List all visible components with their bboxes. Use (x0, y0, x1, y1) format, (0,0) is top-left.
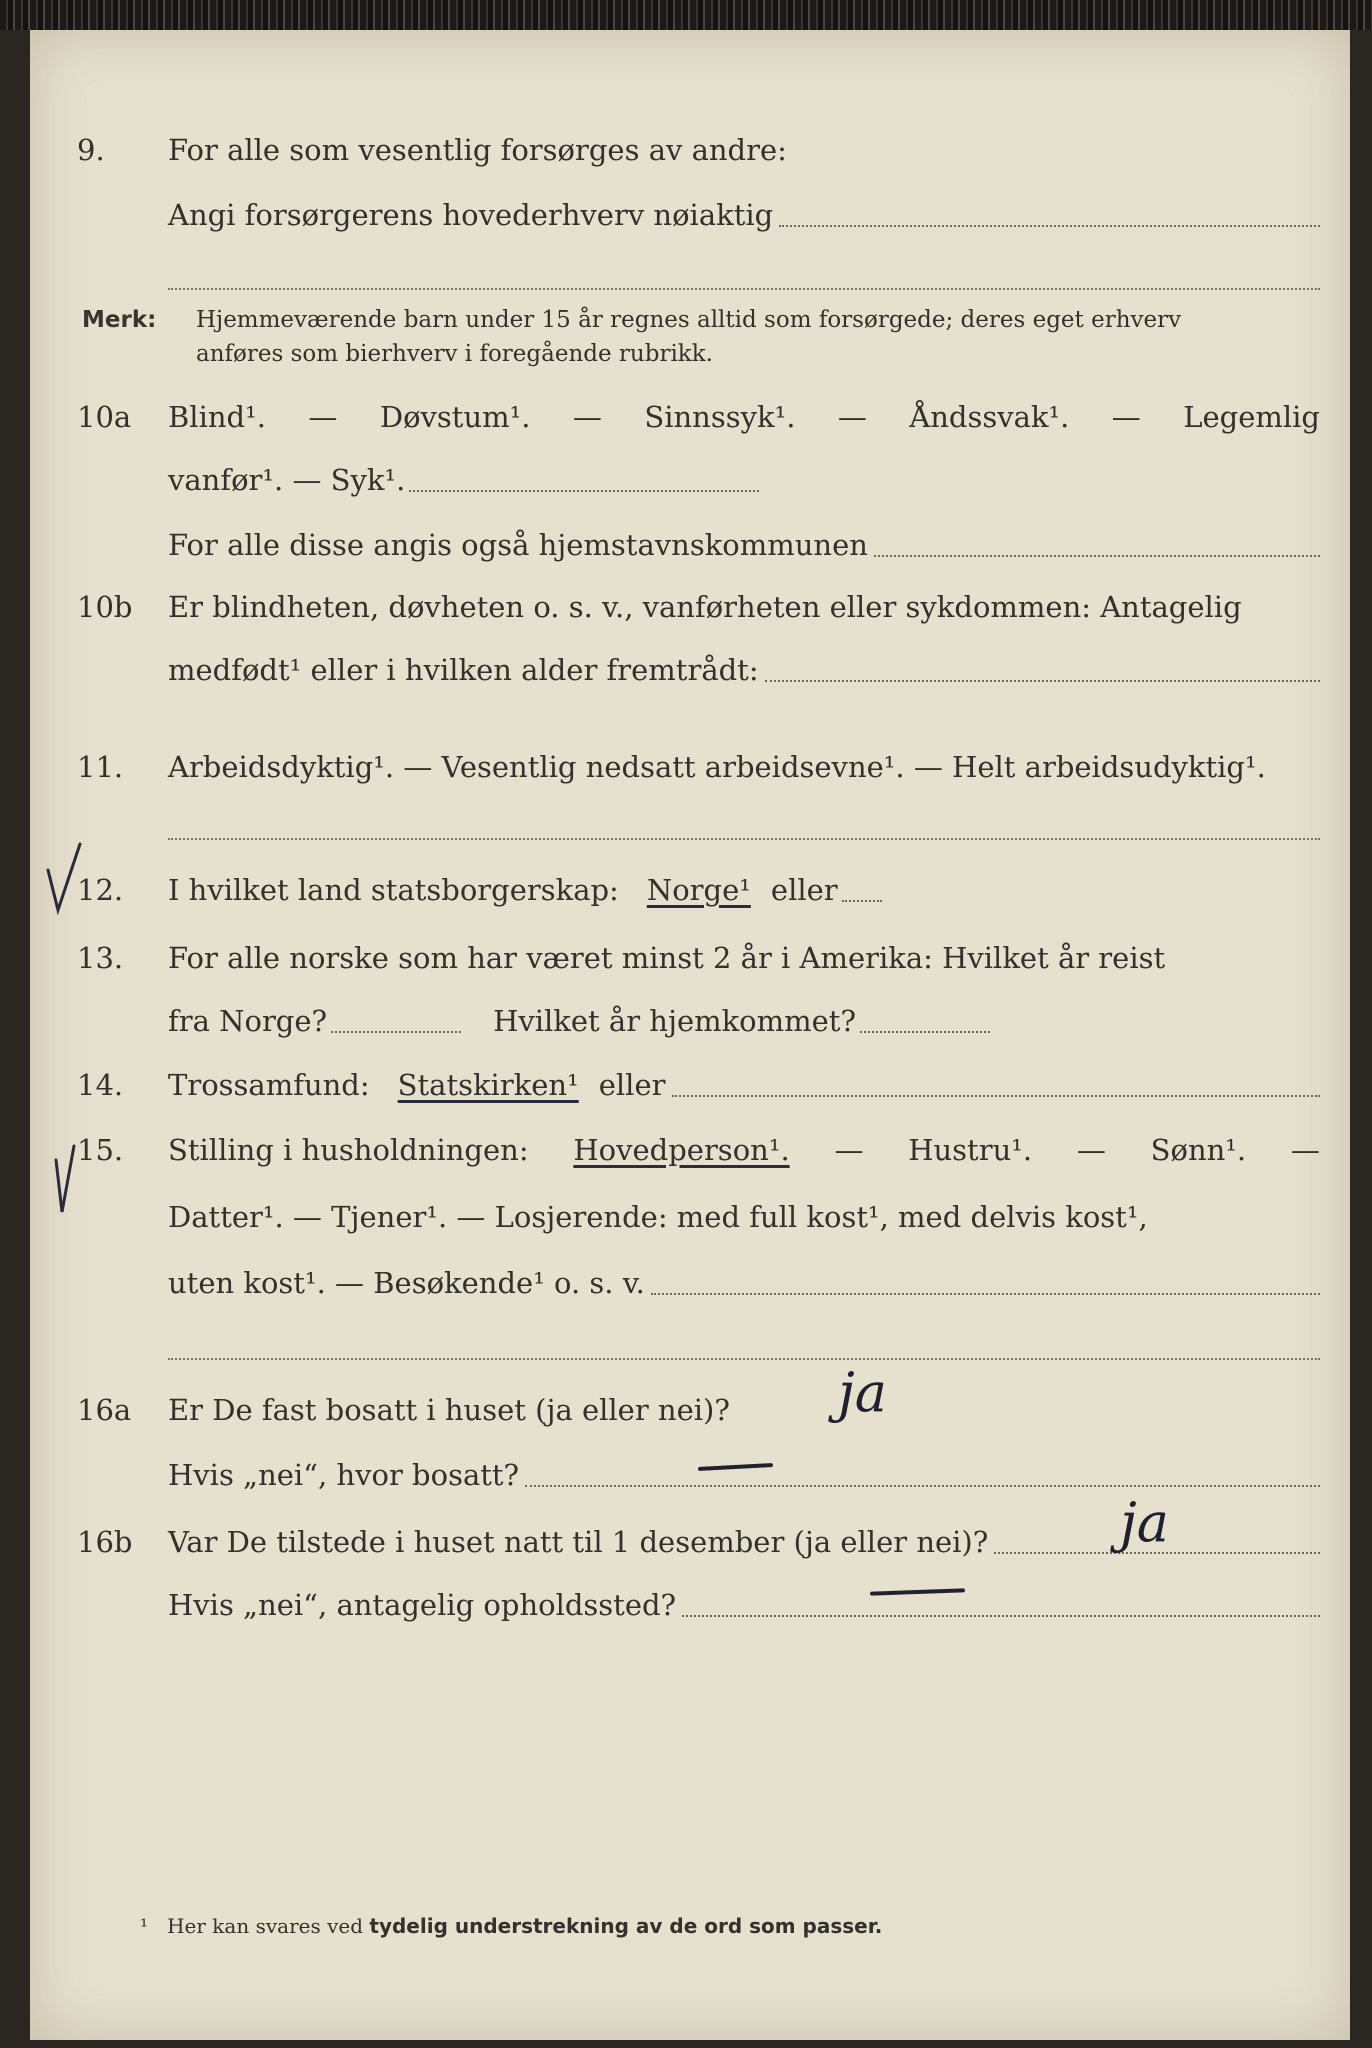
note-text: Hjemmeværende barn under 15 år regnes alltid som forsørgede; deres eget erhverv anføres som bierhverv i foregående rubrikk. (196, 307, 1182, 367)
question-10b-line2: medfødt¹ eller i hvilken alder fremtrådt: (30, 645, 1350, 695)
question-9-answer-line (30, 190, 1350, 240)
answer-field[interactable] (765, 680, 1320, 682)
question-number: 12. (77, 873, 124, 907)
household-options[interactable]: Datter¹. — Tjener¹. — Losjerende: med full kost¹, med delvis kost¹, (168, 1200, 1148, 1234)
footnote: ¹ Her kan svares ved tydelig understrekning av de ord som passer. (140, 1914, 883, 1938)
option-statskirken[interactable]: Statskirken¹ (397, 1068, 579, 1102)
question-number: 15. (77, 1133, 124, 1167)
option-sonn[interactable]: Sønn¹. (1150, 1133, 1247, 1167)
question-number: 13. (77, 941, 124, 975)
question-10a-options: Blind¹. — Døvstum¹. — Sinnssyk¹. — Åndssvak¹. — Legemlig (168, 400, 1320, 434)
section-divider (168, 838, 1320, 840)
question-16a-line2: Hvis „nei“, hvor bosatt? (30, 1450, 1350, 1500)
question-11 (30, 742, 1350, 792)
question-10a-line3: For alle disse angis også hjemstavnskommunen (30, 520, 1350, 570)
option-vanfor-syk[interactable]: vanfør¹. — Syk¹. (168, 463, 406, 497)
departure-year-field[interactable] (331, 1031, 461, 1033)
question-number: 9. (77, 133, 105, 167)
margin-check-icon (40, 840, 90, 920)
answer-field[interactable] (672, 1095, 1321, 1097)
handwritten-answer: ja (838, 1361, 887, 1424)
option-legemlig[interactable]: Legemlig (1183, 400, 1320, 434)
household-options-2[interactable]: uten kost¹. — Besøkende¹ o. s. v. (168, 1266, 645, 1300)
question-13-line2: fra Norge? Hvilket år hjemkommet? (30, 996, 1350, 1046)
answer-field[interactable] (842, 900, 882, 902)
question-12: 12. I hvilket land statsborgerskap: Norge¹ eller (30, 865, 1350, 915)
answer-field[interactable] (525, 1485, 1320, 1487)
section-divider (168, 1358, 1320, 1360)
margin-check-icon (44, 1140, 84, 1220)
option-hustru[interactable]: Hustru¹. (908, 1133, 1033, 1167)
note-label: Merk: (82, 307, 157, 333)
question-number: 10b (77, 590, 133, 624)
question-10b: 10b Er blindheten, døvheten o. s. v., vanførheten eller sykdommen: Antagelig (30, 582, 1350, 632)
question-10a-line2 (30, 455, 1350, 505)
answer-field[interactable] (874, 555, 1320, 557)
question-14: 14. Trossamfund: Statskirken¹ eller (30, 1060, 1350, 1110)
question-9-prompt: Angi forsørgerens hovederhverv nøiaktig (168, 198, 774, 232)
handwritten-answer: ja (1120, 1491, 1169, 1554)
option-dovstum[interactable]: Døvstum¹. (379, 400, 531, 434)
question-15-line2 (30, 1192, 1350, 1242)
question-16b-line2: Hvis „nei“, antagelig opholdssted? (30, 1580, 1350, 1630)
question-9 (30, 125, 1350, 175)
question-number: 10a (77, 400, 132, 434)
option-hovedperson[interactable]: Hovedperson¹. (573, 1133, 790, 1167)
census-form-page (30, 30, 1350, 2040)
question-9-text: For alle som vesentlig forsørges av andre: (168, 133, 787, 167)
scan-top-edge (0, 0, 1372, 30)
option-norge[interactable]: Norge¹ (646, 873, 751, 907)
answer-field[interactable] (682, 1615, 1320, 1617)
question-15-line3 (30, 1258, 1350, 1308)
answer-field[interactable] (409, 490, 759, 492)
option-sinnssyk[interactable]: Sinnssyk¹. (644, 400, 796, 434)
question-16a: 16a Er De fast bosatt i huset (ja eller nei)? (30, 1385, 1350, 1435)
question-10a (30, 392, 1350, 442)
question-number: 11. (77, 750, 124, 784)
work-ability-options[interactable]: Arbeidsdyktig¹. — Vesentlig nedsatt arbeidsevne¹. — Helt arbeidsudyktig¹. (168, 750, 1266, 784)
question-number: 16a (77, 1393, 132, 1427)
option-andssvak[interactable]: Åndssvak¹. (909, 400, 1070, 434)
option-blind[interactable]: Blind¹. (168, 400, 266, 434)
question-16b: 16b Var De tilstede i huset natt til 1 desember (ja eller nei)? (30, 1517, 1350, 1567)
question-15: 15. Stilling i husholdningen: Hovedperson¹. — Hustru¹. — Sønn¹. — (30, 1125, 1350, 1175)
answer-field[interactable] (779, 225, 1320, 227)
question-number: 14. (77, 1068, 124, 1102)
return-year-field[interactable] (860, 1031, 990, 1033)
answer-field[interactable] (168, 288, 1320, 290)
question-13: 13. For alle norske som har været minst 2 år i Amerika: Hvilket år reist (30, 933, 1350, 983)
question-number: 16b (77, 1525, 133, 1559)
answer-field[interactable] (651, 1293, 1320, 1295)
